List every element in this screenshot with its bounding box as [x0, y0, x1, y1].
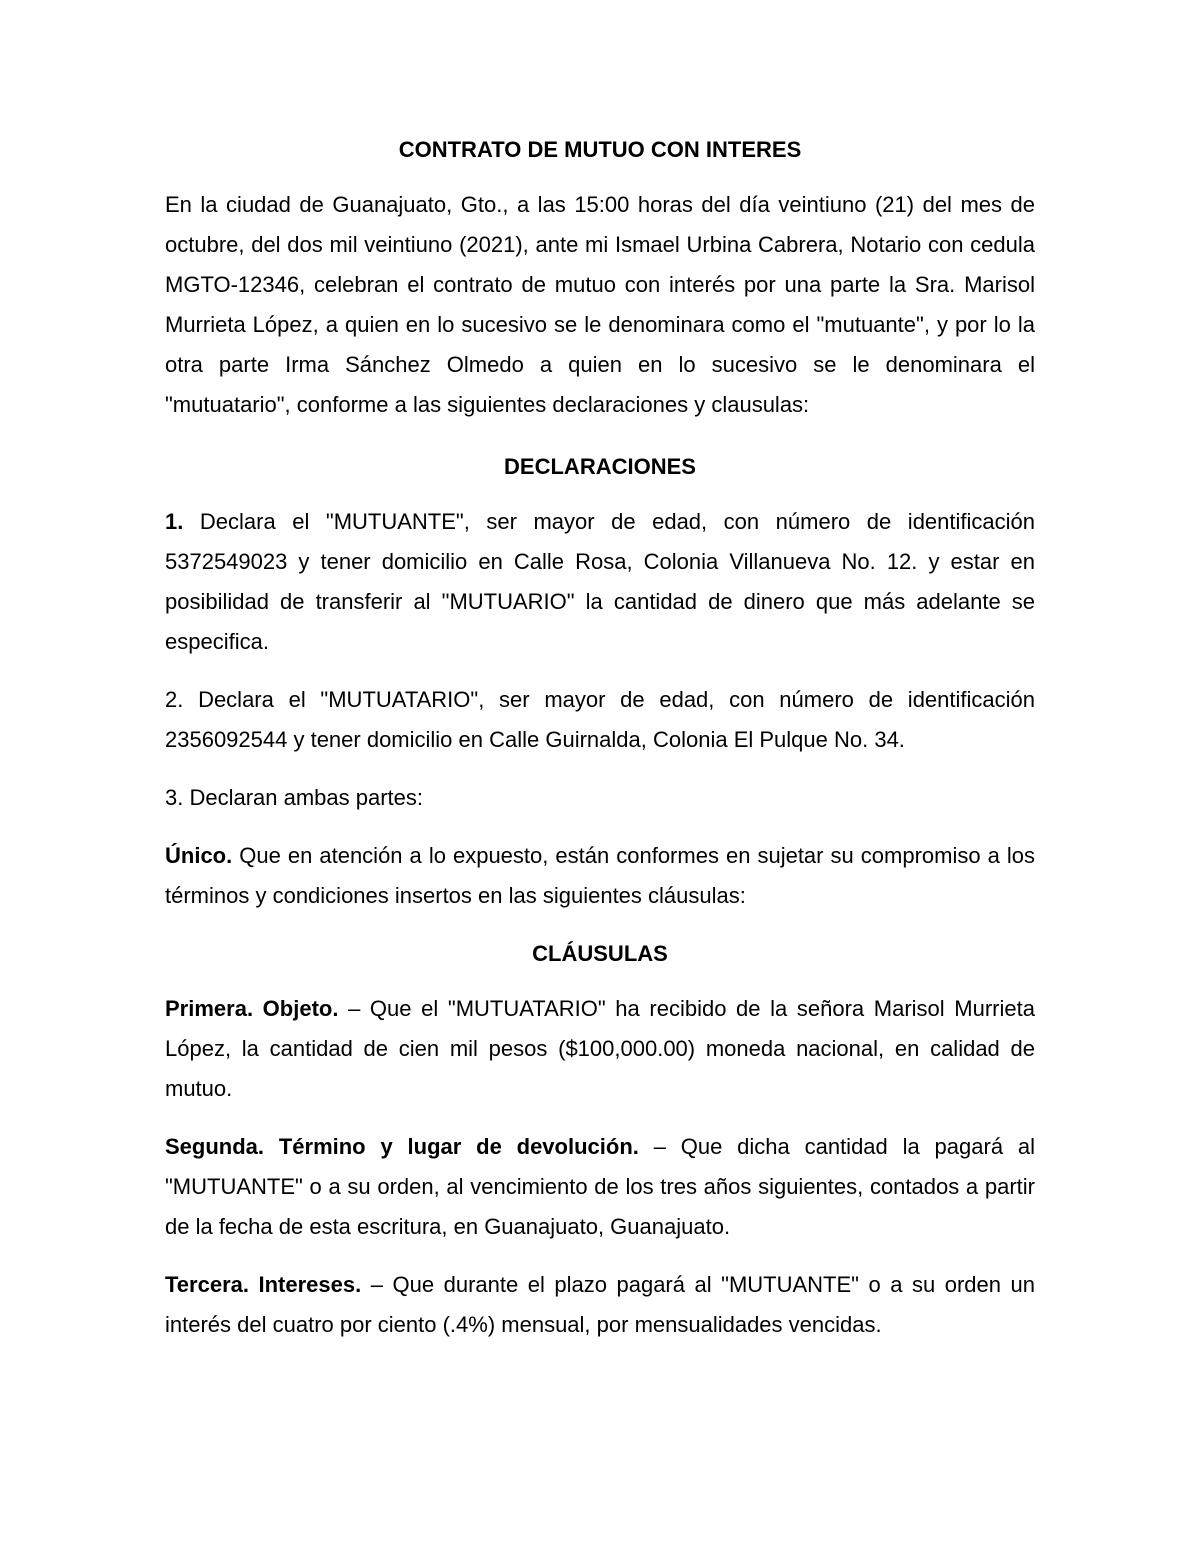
- clausula-primera-lead: Primera. Objeto.: [165, 996, 339, 1021]
- clausulas-heading: CLÁUSULAS: [532, 941, 668, 966]
- clausula-tercera-text: – Que durante el plazo pagará al "MUTUANTE" o a su orden un interés del cuatro por ciento (.4%) mensual, por mensualidades vencidas.: [165, 1272, 1036, 1337]
- declaracion-3-text: 3. Declaran ambas partes:: [165, 785, 424, 810]
- declaracion-unico-lead: Único.: [165, 843, 233, 868]
- declaracion-unico-text: Que en atención a lo expuesto, están conformes en sujetar su compromiso a los términos y condiciones insertos en las siguientes cláusulas:: [165, 843, 1035, 908]
- clausula-tercera-paragraph: [165, 1265, 1035, 1345]
- clausula-primera-paragraph: [165, 989, 1035, 1109]
- declaracion-1-text: Declara el "MUTUANTE", ser mayor de edad, con número de identificación 5372549023 y tener domicilio en Calle Rosa, Colonia Villanueva No. 12. y estar en posibilidad de transferir al "MUTUARIO" la cantidad de dinero que más adelante se especifica.: [165, 509, 1035, 654]
- clausula-tercera-lead: Tercera. Intereses.: [165, 1272, 362, 1297]
- clausula-segunda-paragraph: [165, 1127, 1035, 1247]
- declaracion-3-paragraph: [165, 778, 1035, 818]
- declaracion-2-text: 2. Declara el "MUTUATARIO", ser mayor de edad, con número de identificación 2356092544 y tener domicilio en Calle Guirnalda, Colonia El Pulque No. 34.: [165, 687, 1035, 752]
- declaraciones-heading: DECLARACIONES: [504, 454, 696, 479]
- declaracion-1-number: 1.: [165, 509, 184, 534]
- declaracion-1-paragraph: [165, 502, 1035, 662]
- declaracion-2-paragraph: [165, 680, 1035, 760]
- document-title: CONTRATO DE MUTUO CON INTERES: [398, 137, 802, 162]
- declaracion-unico-paragraph: [165, 836, 1035, 916]
- intro-paragraph: [165, 185, 1035, 425]
- clausula-segunda-text: – Que dicha cantidad la pagará al "MUTUANTE" o a su orden, al vencimiento de los tres años siguientes, contados a partir de la fecha de esta escritura, en Guanajuato, Guanajuato.: [165, 1134, 1036, 1239]
- clausula-segunda-lead: Segunda. Término y lugar de devolución.: [165, 1134, 639, 1159]
- clausula-primera-text: – Que el "MUTUATARIO" ha recibido de la señora Marisol Murrieta López, la cantidad de cien mil pesos ($100,000.00) moneda nacional, en calidad de mutuo.: [165, 996, 1035, 1101]
- intro-paragraph-text: En la ciudad de Guanajuato, Gto., a las 15:00 horas del día veintiuno (21) del mes de octubre, del dos mil veintiuno (2021), ante mi Ismael Urbina Cabrera, Notario con cedula MGTO-12346, celebran el contrato de mutuo con interés por una parte la Sra. Marisol Murrieta López, a quien en lo sucesivo se le denominara como el "mutuante", y por lo la otra parte Irma Sánchez Olmedo a quien en lo sucesivo se le denominara el "mutuatario", conforme a las siguientes declaraciones y clausulas:: [165, 192, 1035, 417]
